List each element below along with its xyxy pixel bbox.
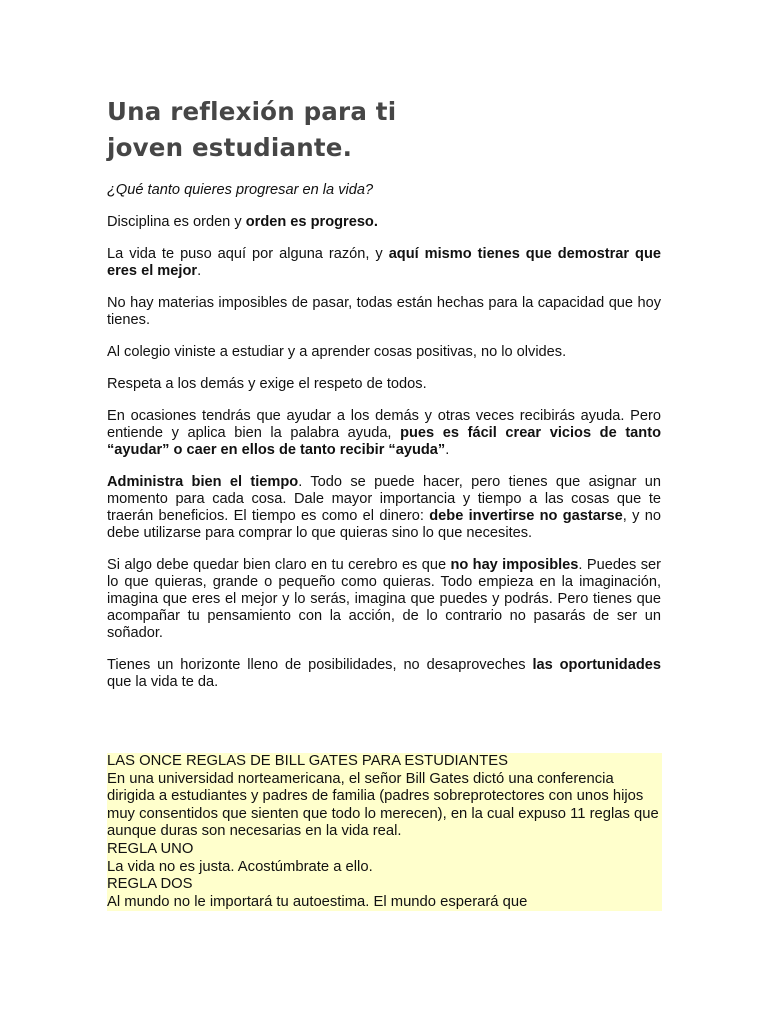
title-line-2: joven estudiante.: [107, 133, 353, 162]
p6-end: .: [445, 442, 450, 458]
p9-bold: las oportunidades: [532, 657, 661, 673]
p9-text-2: que la vida te da.: [107, 674, 219, 690]
p7-text-1: . Todo se puede hacer, pero tienes que asignar un momento para cada cosa. Dale mayor importancia y tiempo a las cosas que te traerán beneficios. El tiempo es como el dinero:: [107, 474, 661, 524]
document-title: [107, 94, 661, 166]
question-paragraph: ¿Qué tanto quieres progresar en la vida?: [107, 182, 374, 198]
bill-gates-rules-box: [107, 753, 662, 911]
paragraph-respect: Respeta a los demás y exige el respeto de todos.: [107, 376, 427, 392]
p8-bold: no hay imposibles: [450, 557, 579, 573]
paragraph-school: Al colegio viniste a estudiar y a aprender cosas positivas, no lo olvides.: [107, 344, 567, 360]
p7-text-2: , y no debe utilizarse para comprar lo que quieras sino lo que necesites.: [107, 508, 661, 541]
rule-two-title: REGLA DOS: [107, 876, 193, 893]
rule-two-text: Al mundo no le importará tu autoestima. El mundo esperará que: [107, 893, 528, 910]
p1-bold: orden es progreso.: [245, 214, 378, 230]
p6-bold: pues es fácil crear vicios de tanto “ayudar” o caer en ellos de tanto recibir “ayuda”: [107, 425, 661, 458]
paragraph-discipline: [107, 214, 661, 231]
p2-text: La vida te puso aquí por alguna razón, y: [107, 246, 389, 262]
rule-one-text: La vida no es justa. Acostúmbrate a ello.: [107, 858, 373, 875]
rules-heading: LAS ONCE REGLAS DE BILL GATES PARA ESTUDIANTES: [107, 753, 509, 769]
p7-bold-1: Administra bien el tiempo: [107, 474, 299, 490]
rules-intro: En una universidad norteamericana, el señor Bill Gates dictó una conferencia dirigida a estudiantes y padres de familia (padres sobreprotectores con unos hijos muy consentidos que sienten que todo lo merecen), en la cual expuso 11 reglas que aunque duras son necesarias en la vida real.: [107, 770, 659, 840]
p2-end: .: [197, 263, 202, 279]
paragraph-subjects: No hay materias imposibles de pasar, todas están hechas para la capacidad que hoy tienes.: [107, 295, 661, 328]
document-body: [107, 94, 661, 691]
p7-bold-2: debe invertirse no gastarse: [429, 508, 623, 524]
p8-text-1: Si algo debe quedar bien claro en tu cerebro es que: [107, 557, 451, 573]
rule-one-title: REGLA UNO: [107, 840, 194, 857]
paragraph-help: [107, 408, 661, 459]
p1-text: Disciplina es orden y: [107, 214, 246, 230]
p6-text: En ocasiones tendrás que ayudar a los demás y otras veces recibirás ayuda. Pero entiende y aplica bien la palabra ayuda,: [107, 408, 661, 441]
paragraph-life-reason: [107, 246, 661, 280]
p2-bold: aquí mismo tienes que demostrar que eres el mejor: [107, 246, 661, 279]
paragraph-time: [107, 474, 661, 542]
paragraph-impossible: [107, 557, 661, 642]
p9-text-1: Tienes un horizonte lleno de posibilidades, no desaproveches: [107, 657, 533, 673]
title-line-1: Una reflexión para ti: [107, 97, 397, 126]
paragraph-horizon: [107, 657, 661, 691]
p8-text-2: . Puedes ser lo que quieras, grande o pequeño como quieras. Todo empieza en la imaginación, imagina que eres el mejor y lo serás, imagina que puedes y podrás. Pero tienes que acompañar tu pensamiento con la acción, de lo contrario no pasarás de ser un soñador.: [107, 557, 661, 641]
